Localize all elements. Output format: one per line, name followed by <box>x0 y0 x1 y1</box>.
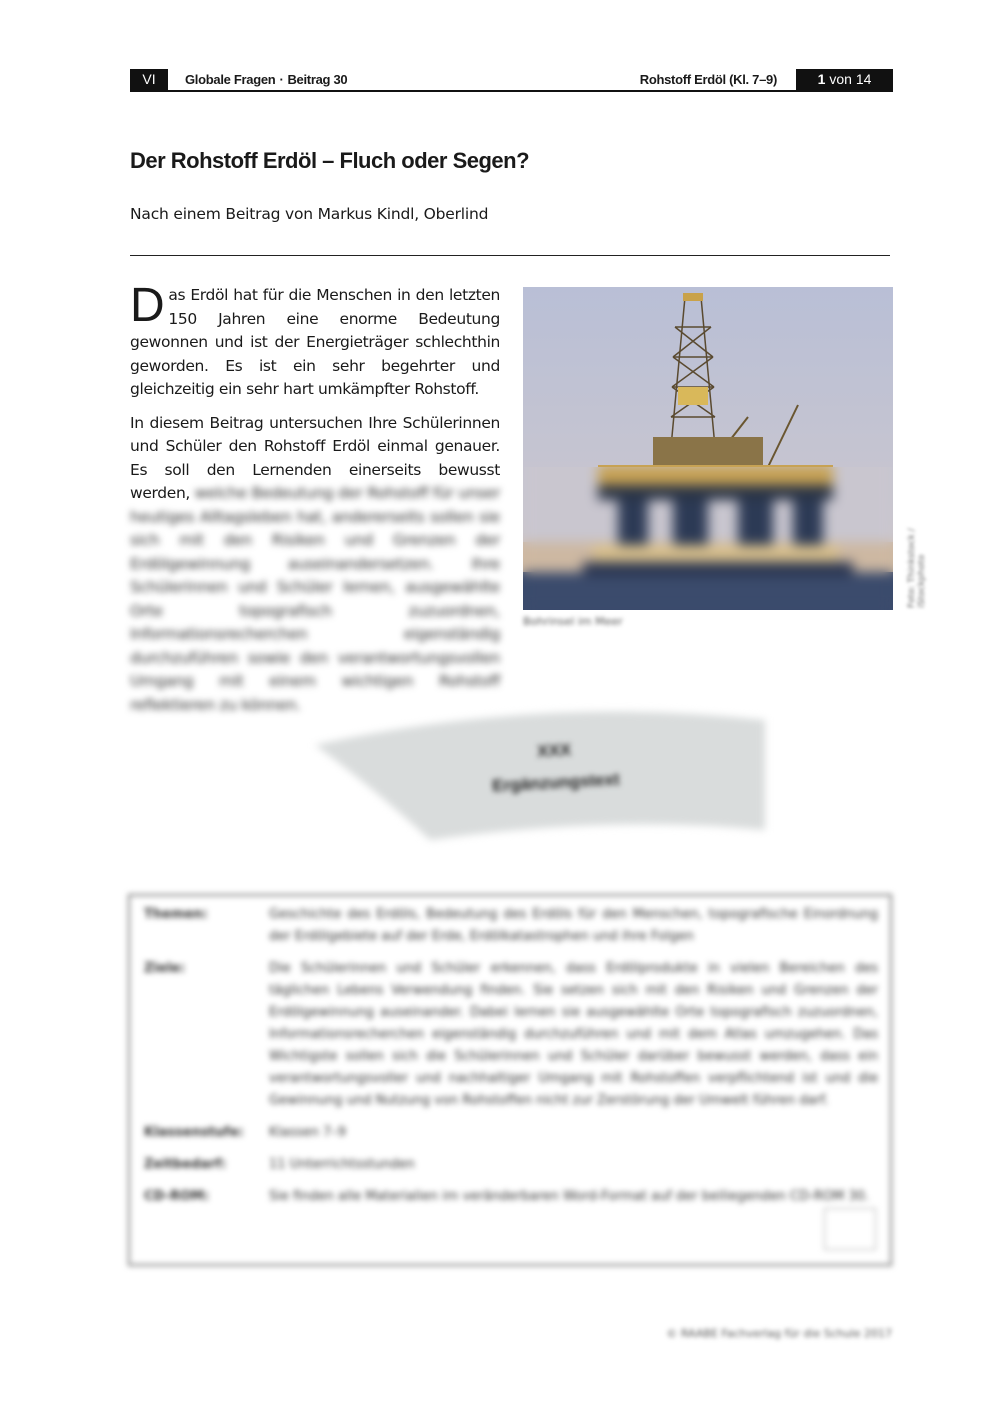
second-text-blurred: welche Bedeutung der Rohstoff für unser heutiges Alltagsleben hat, andererseits sollen sie sich mit den Risiken und Grenzen der Erdölgewinnung auseinandersetzen. Ihre Schülerinnen und Schüler lernen, ausgewählte Orte topografisch zuzuordnen, Informationsrecherchen eigenständig durchzuführen sowie den verantwortungsvollen Umgang mit einem wichtigen Rohstoff reflektieren zu können. <box>130 484 501 714</box>
second-text-visible: In diesem Beitrag untersuchen Ihre Schülerinnen und Schüler den Rohstoff Erdöl einmal genauer. Es soll den Lernenden einerseits bewusst werden, <box>130 413 500 502</box>
topic-label: Rohstoff Erdöl (Kl. 7–9) <box>639 72 777 87</box>
series-name: Globale Fragen <box>185 72 276 87</box>
banner-line-2: Ergänzungstext <box>491 769 620 796</box>
page-of: von 14 <box>829 71 872 87</box>
banner-graphic <box>310 705 770 840</box>
info-row-themes: Themen: Geschichte des Erdöls, Bedeutung des Erdöls für den Menschen, topografische Einordnung der Erdölgebiete auf der Erde, Erdölkatastrophen und ihre Folgen <box>144 907 878 944</box>
copyright-footer: © RAABE Fachverlag für die Schule 2017 <box>666 1327 892 1340</box>
info-row-grade: Klassenstufe: Klassen 7–9 <box>144 1125 347 1140</box>
title-divider <box>130 255 890 256</box>
series-label <box>185 69 347 91</box>
banner-line-1: XXX <box>536 740 572 761</box>
second-paragraph <box>130 412 500 718</box>
article-body <box>130 279 501 727</box>
oil-rig-photo <box>523 287 893 610</box>
photo-blurred-region <box>523 467 893 610</box>
banner-text <box>483 731 626 802</box>
page-indicator <box>796 69 893 90</box>
intro-text: as Erdöl hat für die Menschen in den letzten 150 Jahren eine enorme Bedeutung gewonnen und ist der Energieträger schlechthin geworden. Es ist ein sehr begehrter und gleichzeitig ein sehr hart umkämpfter Rohstoff. <box>130 286 500 398</box>
series-separator: · <box>279 72 284 87</box>
page-current: 1 <box>817 71 826 87</box>
article-title: Der Rohstoff Erdöl – Fluch oder Segen? <box>130 148 530 173</box>
overview-box <box>128 894 892 1266</box>
photo-caption: Bohrinsel im Meer <box>523 615 623 628</box>
drop-cap: D <box>130 279 165 332</box>
cd-icon <box>824 1208 876 1250</box>
section-number: VI <box>130 69 168 90</box>
info-row-time: Zeitbedarf: 11 Unterrichtsstunden <box>144 1157 415 1172</box>
header-rule <box>130 90 893 92</box>
issue-label: Beitrag 30 <box>287 72 348 87</box>
info-row-cdrom: CD-ROM: Sie finden alle Materialien im veränderbaren Word-Format auf der beiliegenden CD-ROM 30. <box>144 1189 869 1204</box>
article-byline: Nach einem Beitrag von Markus Kindl, Oberlind <box>130 205 489 223</box>
page-header <box>130 69 893 92</box>
intro-paragraph <box>130 279 500 402</box>
info-row-goals: Ziele: Die Schülerinnen und Schüler erkennen, dass Erdölprodukte in vielen Bereichen des täglichen Lebens Verwendung finden. Sie setzen sich mit den Risiken und Grenzen der Erdölgewinnung auseinander. Dabei lernen sie ausgewählte Orte topografisch zuzuordnen, Informationsrecherchen eigenständig durchzuführen und mit dem Atlas umzugehen. Das Wichtigste sollen sich die Schülerinnen und Schüler darüber bewusst werden, dass ein verantwortungsvoller und nachhaltiger Umgang mit Rohstoffen verpflichtend ist und die Gewinnung und Nutzung von Rohstoffen nicht zur Zerstörung der Umwelt führen darf. <box>144 961 878 1108</box>
photo-credit: Foto: Thinkstock / iStockphoto <box>907 528 927 608</box>
